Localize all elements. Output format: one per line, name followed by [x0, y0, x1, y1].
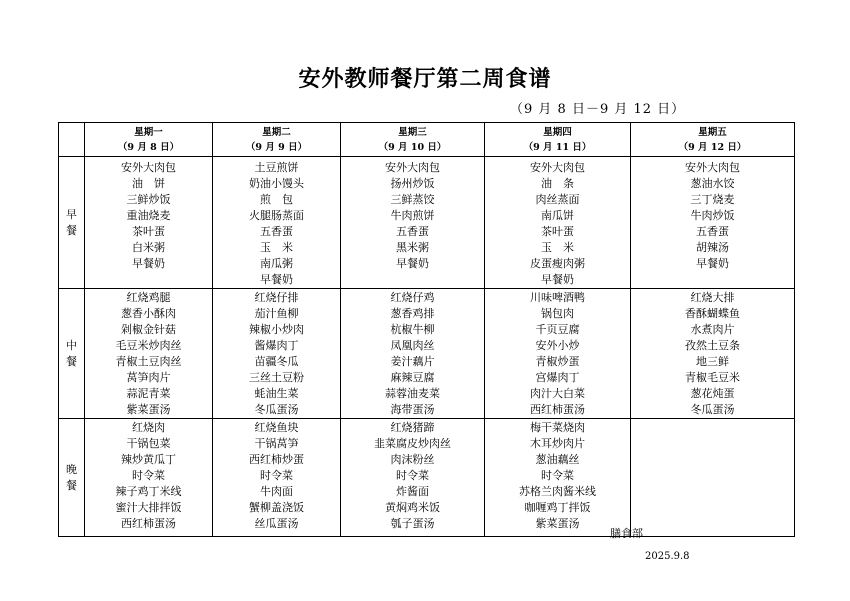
- dish-item: 水煮肉片: [690, 323, 735, 336]
- dish-item: 海带蛋汤: [390, 403, 435, 416]
- dish-item: 红烧大排: [690, 291, 735, 304]
- dish-item: 安外大肉包: [385, 161, 440, 174]
- page-title: 安外教师餐厅第二周食谱: [298, 67, 552, 92]
- day-header: 星期四 （9 月 11 日）: [485, 123, 631, 157]
- dish-item: 重油烧麦: [126, 209, 171, 222]
- dish-item: 胡辣汤: [696, 241, 729, 254]
- dish-item: 青椒土豆肉丝: [115, 355, 182, 368]
- dish-item: 茄汁鱼柳: [254, 307, 299, 320]
- dish-item: 五香蛋: [696, 225, 729, 238]
- dish-item: 川味啤酒鸭: [530, 291, 585, 304]
- meal-label: 早 餐: [59, 157, 85, 289]
- dish-item: 红烧仔排: [254, 291, 299, 304]
- menu-cell: [85, 419, 213, 537]
- menu-cell: [85, 289, 213, 419]
- dish-item: 红烧鸡腿: [126, 291, 171, 304]
- dish-item: 辣炒黄瓜丁: [121, 453, 176, 466]
- dish-item: 油 饼: [132, 177, 165, 190]
- dish-item: 葱香小酥肉: [121, 307, 176, 320]
- dish-item: 梅干菜烧肉: [530, 421, 585, 434]
- dish-item: 早餐奶: [260, 273, 293, 286]
- dish-item: 红烧肉: [132, 421, 165, 434]
- dish-item: 三丁烧麦: [690, 193, 735, 206]
- menu-cell: [485, 289, 631, 419]
- dish-item: 紫菜蛋汤: [535, 517, 580, 530]
- dish-item: 西红柿蛋汤: [530, 403, 585, 416]
- dish-item: 时令菜: [541, 469, 574, 482]
- dish-item: 肉汁大白菜: [530, 387, 585, 400]
- issue-date: 2025.9.8: [645, 551, 690, 562]
- menu-cell: [341, 157, 485, 289]
- dish-item: 干锅莴笋: [254, 437, 299, 450]
- dish-item: 青椒炒蛋: [535, 355, 580, 368]
- dish-item: 早餐奶: [396, 257, 429, 270]
- dish-item: 莴笋肉片: [126, 371, 171, 384]
- dish-item: 奶油小馒头: [249, 177, 304, 190]
- dish-item: 玉 米: [541, 241, 574, 254]
- dish-item: 西红柿炒蛋: [249, 453, 304, 466]
- dish-item: 蚝油生菜: [254, 387, 299, 400]
- date-range: （9 月 8 日－9 月 12 日）: [510, 102, 686, 117]
- dish-item: 蟹柳盖浇饭: [249, 501, 304, 514]
- dish-item: 姜汁藕片: [390, 355, 435, 368]
- dish-item: 白米粥: [132, 241, 165, 254]
- dish-item: 早餐奶: [541, 273, 574, 286]
- dish-item: 时令菜: [132, 469, 165, 482]
- dish-item: 麻辣豆腐: [390, 371, 435, 384]
- dish-item: 三鲜蒸饺: [390, 193, 435, 206]
- dish-item: 冬瓜蛋汤: [254, 403, 299, 416]
- dish-item: 青椒毛豆米: [685, 371, 740, 384]
- day-header: 星期五 （9 月 12 日）: [631, 123, 795, 157]
- day-header: 星期三 （9 月 10 日）: [341, 123, 485, 157]
- dish-item: 凤凰肉丝: [390, 339, 435, 352]
- dish-item: 辣椒小炒肉: [249, 323, 304, 336]
- dish-item: 木耳炒肉片: [530, 437, 585, 450]
- dish-item: 茶叶蛋: [541, 225, 574, 238]
- dish-item: 千页豆腐: [535, 323, 580, 336]
- corner-cell: [59, 123, 85, 157]
- dish-item: 三鲜炒饭: [126, 193, 171, 206]
- menu-cell: [485, 157, 631, 289]
- dish-item: 时令菜: [260, 469, 293, 482]
- dish-item: 蒜泥青菜: [126, 387, 171, 400]
- dish-item: 锅包肉: [541, 307, 574, 320]
- department-signature: 膳食部: [610, 527, 643, 540]
- dish-item: 杭椒牛柳: [390, 323, 435, 336]
- dish-item: 早餐奶: [132, 257, 165, 270]
- lunch-row: [59, 289, 795, 419]
- dish-item: 紫菜蛋汤: [126, 403, 171, 416]
- dish-item: 煎 包: [260, 193, 293, 206]
- dish-item: 红烧鱼块: [254, 421, 299, 434]
- dish-item: 茶叶蛋: [132, 225, 165, 238]
- menu-cell: [85, 157, 213, 289]
- dish-item: 辣子鸡丁米线: [115, 485, 182, 498]
- day-header: 星期一 （9 月 8 日）: [85, 123, 213, 157]
- dish-item: 五香蛋: [260, 225, 293, 238]
- dish-item: 南瓜饼: [541, 209, 574, 222]
- menu-cell: [213, 419, 341, 537]
- dish-item: 炸酱面: [396, 485, 429, 498]
- menu-cell: [213, 157, 341, 289]
- day-header: 星期二 （9 月 9 日）: [213, 123, 341, 157]
- dish-item: 时令菜: [396, 469, 429, 482]
- dish-item: 牛肉面: [260, 485, 293, 498]
- dish-item: 西红柿蛋汤: [121, 517, 176, 530]
- menu-cell: [485, 419, 631, 537]
- dish-item: 苗疆冬瓜: [254, 355, 299, 368]
- dish-item: 丝瓜蛋汤: [254, 517, 299, 530]
- dish-item: 葱油水饺: [690, 177, 735, 190]
- dish-item: 红烧仔鸡: [390, 291, 435, 304]
- dish-item: 三丝土豆粉: [249, 371, 304, 384]
- dish-item: 土豆煎饼: [254, 161, 299, 174]
- menu-table: [58, 122, 795, 537]
- dish-item: 孜然土豆条: [685, 339, 740, 352]
- dinner-row: [59, 419, 795, 537]
- menu-cell: [631, 157, 795, 289]
- dish-item: 地三鲜: [696, 355, 729, 368]
- dish-item: 牛肉煎饼: [390, 209, 435, 222]
- dish-item: 韭菜腐皮炒肉丝: [374, 437, 451, 450]
- breakfast-row: [59, 157, 795, 289]
- dish-item: 黄焖鸡米饭: [385, 501, 440, 514]
- dish-item: 安外大肉包: [530, 161, 585, 174]
- dish-item: 火腿肠蒸面: [249, 209, 304, 222]
- menu-cell: [341, 419, 485, 537]
- dish-item: 扬州炒饭: [390, 177, 435, 190]
- dish-item: 蒜蓉油麦菜: [385, 387, 440, 400]
- dish-item: 葱花炖蛋: [690, 387, 735, 400]
- dish-item: 葱香鸡排: [390, 307, 435, 320]
- menu-cell: [341, 289, 485, 419]
- dish-item: 葱油藕丝: [535, 453, 580, 466]
- dish-item: 肉沫粉丝: [390, 453, 435, 466]
- dish-item: 冬瓜蛋汤: [690, 403, 735, 416]
- dish-item: 红烧猪蹄: [390, 421, 435, 434]
- dish-item: 南瓜粥: [260, 257, 293, 270]
- dish-item: 宫爆肉丁: [535, 371, 580, 384]
- dish-item: 香酥蝴蝶鱼: [685, 307, 740, 320]
- dish-item: 肉丝蒸面: [535, 193, 580, 206]
- dish-item: 苏格兰肉酱米线: [519, 485, 596, 498]
- dish-item: 酱爆肉丁: [254, 339, 299, 352]
- menu-cell: [631, 419, 795, 537]
- dish-item: 早餐奶: [696, 257, 729, 270]
- dish-item: 油 条: [541, 177, 574, 190]
- dish-item: 牛肉炒饭: [690, 209, 735, 222]
- dish-item: 瓠子蛋汤: [390, 517, 435, 530]
- dish-item: 干锅包菜: [126, 437, 171, 450]
- dish-item: 黑米粥: [396, 241, 429, 254]
- dish-item: 五香蛋: [396, 225, 429, 238]
- dish-item: 剁椒金针菇: [121, 323, 176, 336]
- dish-item: 皮蛋瘦肉粥: [530, 257, 585, 270]
- dish-item: 安外大肉包: [685, 161, 740, 174]
- meal-label: 晚 餐: [59, 419, 85, 537]
- header-row: [59, 123, 795, 157]
- dish-item: 玉 米: [260, 241, 293, 254]
- dish-item: 安外小炒: [535, 339, 580, 352]
- menu-cell: [631, 289, 795, 419]
- dish-item: 安外大肉包: [121, 161, 176, 174]
- dish-item: 蜜汁大排拌饭: [115, 501, 182, 514]
- dish-item: 毛豆米炒肉丝: [115, 339, 182, 352]
- dish-item: 咖喱鸡丁拌饭: [524, 501, 591, 514]
- menu-cell: [213, 289, 341, 419]
- meal-label: 中 餐: [59, 289, 85, 419]
